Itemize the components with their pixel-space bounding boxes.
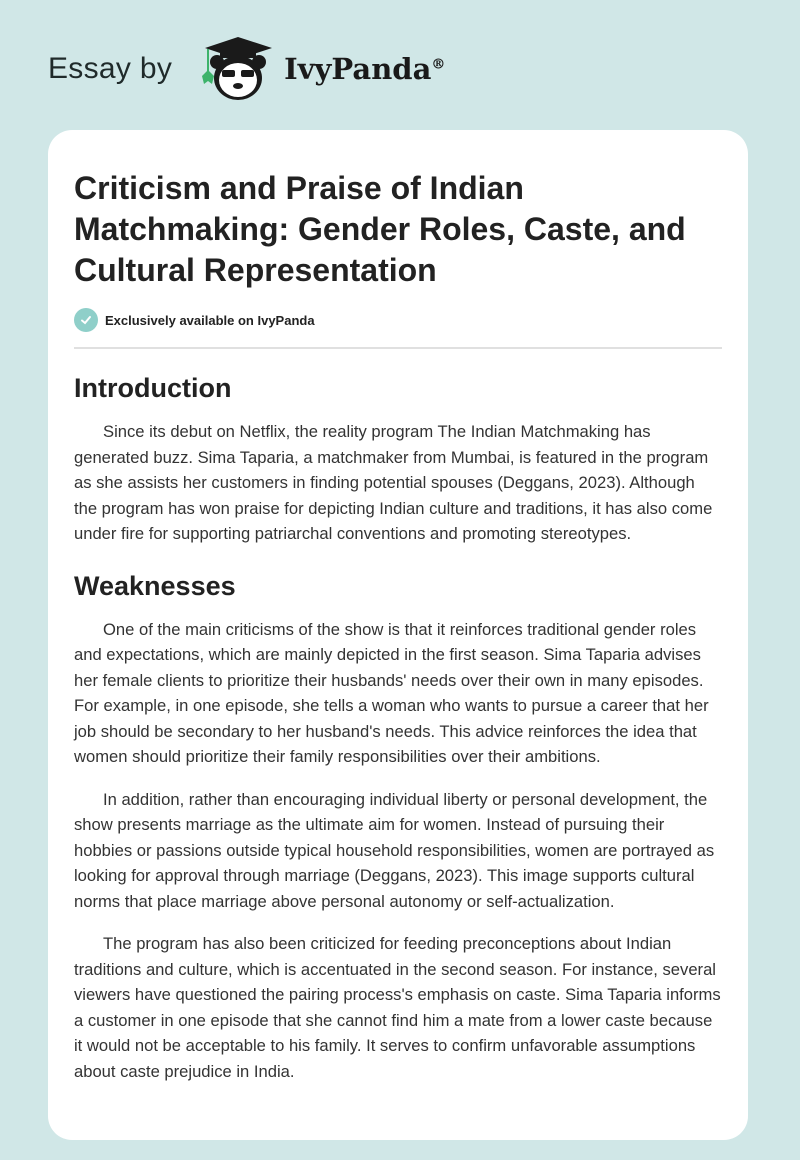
divider bbox=[74, 347, 722, 349]
essay-by-label: Essay by bbox=[48, 52, 173, 85]
section-heading-introduction: Introduction bbox=[74, 373, 232, 403]
badge-text: Exclusively available on IvyPanda bbox=[105, 312, 315, 328]
check-icon bbox=[74, 308, 98, 332]
registered-mark: ® bbox=[431, 56, 446, 73]
site-header bbox=[48, 34, 445, 104]
ivypanda-logo-icon[interactable] bbox=[190, 34, 280, 104]
paragraph: One of the main criticisms of the show is that it reinforces traditional gender roles and expectations, which are mainly depicted in the first season. Sima Taparia advises her female clients to prioritize their husbands' needs over their own in many episodes. For example, in one episode, she tells a woman who wants to pursue a career that her job should be secondary to her husband's needs. This advice reinforces the idea that women should prioritize their family responsibilities over their ambitions. bbox=[74, 619, 709, 766]
paragraph: The program has also been criticized for feeding preconceptions about Indian traditions and culture, which is accentuated in the second season. For instance, several viewers have questioned the pairing process's emphasis on caste. Sima Taparia informs a customer in one episode that she cannot find him a mate from a lower caste because it would not be acceptable to his family. It serves to confirm unfavorable assumptions about caste prejudice in India. bbox=[74, 934, 721, 1081]
exclusive-badge bbox=[74, 308, 722, 332]
brand-name bbox=[284, 52, 445, 86]
brand-text: IvyPanda bbox=[284, 52, 432, 86]
section-heading-weaknesses: Weaknesses bbox=[74, 570, 236, 601]
essay-title: Criticism and Praise of Indian Matchmaking: Gender Roles, Caste, and Cultural Representation bbox=[74, 170, 686, 288]
paragraph: In addition, rather than encouraging individual liberty or personal development, the show presents marriage as the ultimate aim for women. Instead of pursuing their hobbies or passions outside typical household responsibilities, women are portrayed as looking for approval through marriage (Deggans, 2023). This image supports cultural norms that place marriage above personal autonomy or self-actualization. bbox=[74, 789, 715, 911]
essay-card bbox=[48, 130, 748, 1140]
paragraph: Since its debut on Netflix, the reality program The Indian Matchmaking has generated buzz. Sima Taparia, a matchmaker from Mumbai, is featured in the program as she assists her customers in finding potential spouses (Deggans, 2023). Although the program has won praise for depicting Indian culture and traditions, it has also come under fire for supporting patriarchal conventions and promoting stereotypes. bbox=[74, 422, 713, 543]
